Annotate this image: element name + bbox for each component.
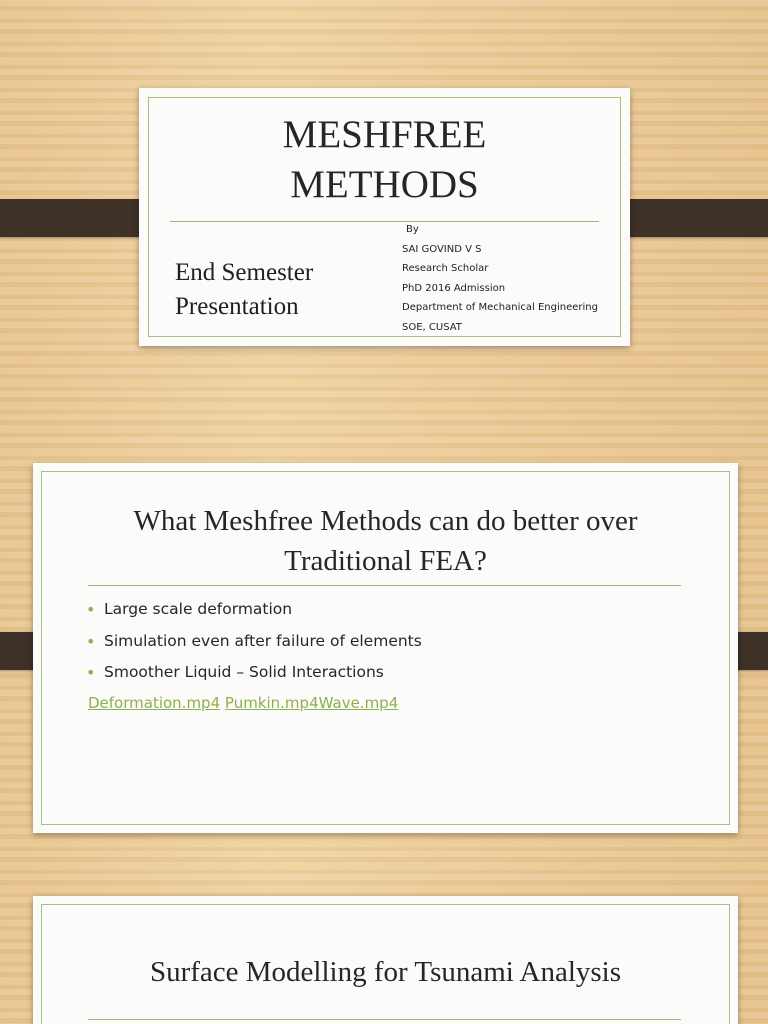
slide-2-title-line-2: Traditional FEA? [284,545,487,577]
bullet-text: Smoother Liquid – Solid Interactions [104,663,384,681]
bullet-dot-icon: • [86,663,96,682]
bullet-dot-icon: • [86,631,96,651]
slide-1-title-line-2: METHODS [290,163,479,206]
slide-2-title [33,501,738,581]
wave-video-link[interactable]: Wave.mp4 [318,694,399,712]
slide-3[interactable] [33,896,738,1024]
credit-admission: PhD 2016 Admission [402,282,506,294]
bullet-text: Large scale deformation [104,600,293,618]
bullet-item [86,626,422,658]
slide-1-title-line-1: MESHFREE [282,113,487,156]
credit-role: Research Scholar [402,263,489,274]
slide-1-left-tab [0,199,155,237]
bullet-text: Simulation even after failure of elements [104,631,422,650]
slide-1[interactable] [139,88,630,346]
slide-2[interactable] [33,463,738,833]
slide-1-credits [402,220,598,337]
credit-author: SAI GOVIND V S [402,243,482,255]
bullet-item [86,657,422,689]
slide-3-divider [88,1019,681,1020]
slide-3-title: Surface Modelling for Tsunami Analysis [149,956,622,988]
slide-2-media-links [88,694,398,712]
slide-1-subtitle [175,256,313,324]
credit-by: By [406,224,419,235]
slide-1-right-tab [613,199,768,237]
bullet-dot-icon: • [86,600,96,619]
deformation-video-link[interactable]: Deformation.mp4 [88,694,221,712]
slide-2-bullet-list [86,594,422,689]
pumkin-video-link[interactable]: Pumkin.mp4 [224,694,319,712]
credit-department: Department of Mechanical Engineering [402,302,598,313]
slide-2-title-line-1: What Meshfree Methods can do better over [133,505,638,537]
slide-2-divider [88,585,681,586]
slide-1-title [139,110,630,210]
bullet-item [86,594,422,626]
credit-institution: SOE, CUSAT [402,321,462,333]
slide-1-subtitle-line-1: End Semester [175,259,314,286]
slide-1-subtitle-line-2: Presentation [175,293,299,320]
